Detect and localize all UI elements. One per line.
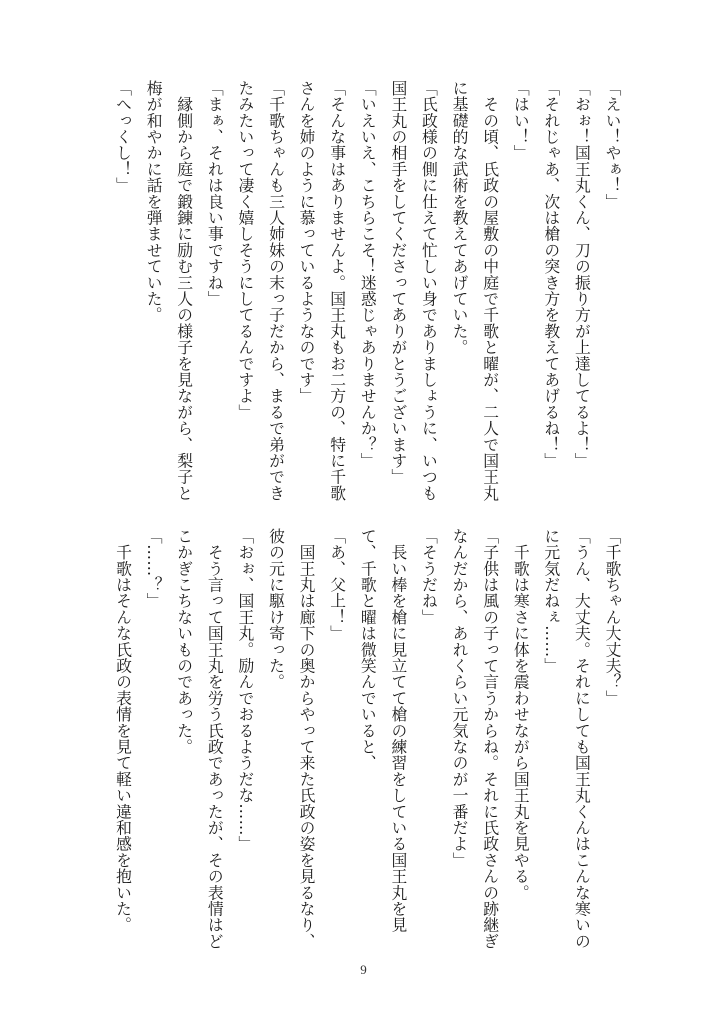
- text-line: たみたいって凄く嬉しそうにしてるんですよ」: [235, 80, 255, 421]
- text-line: 縁側から庭で鍛錬に励む三人の様子を見ながら、梨子と: [174, 80, 194, 502]
- text-line: その頃、氏政の屋敷の中庭で千歌と曜が、二人で国王丸: [480, 80, 500, 502]
- text-block-top: [107, 80, 627, 520]
- text-line: 「氏政様の側に仕えて忙しい身でありましょうに、いつも: [419, 80, 439, 502]
- text-line: 国王丸の相手をしてくださってありがとうございます」: [388, 80, 408, 485]
- text-line: 彼の元に駆け寄った。: [266, 528, 286, 690]
- text-line: 「いえいえ、こちらこそ！迷惑じゃありませんか？」: [358, 80, 378, 469]
- text-line: に元気だねぇ……」: [541, 528, 561, 674]
- text-line: 「……？」: [144, 528, 164, 609]
- text-line: 「あ、父上！」: [327, 528, 347, 642]
- text-line: 「そうだね」: [419, 528, 439, 626]
- text-line: 「子供は風の子って言うからね。それに氏政さんの跡継ぎ: [480, 528, 500, 950]
- text-line: 千歌は寒さに体を震わせながら国王丸を見やる。: [511, 528, 531, 901]
- text-line: 「おぉ、国王丸。励んでおるようだな……」: [235, 528, 255, 852]
- text-line: 長い棒を槍に見立てて槍の練習をしている国王丸を見: [388, 528, 408, 933]
- text-line: に基礎的な武術を教えてあげていた。: [450, 80, 470, 356]
- text-line: 千歌はそんな氏政の表情を見て軽い違和感を抱いた。: [113, 528, 133, 933]
- text-line: 「えい！やぁ！」: [603, 80, 622, 210]
- text-line: 「おぉ！国王丸くん、刀の振り方が上達してるよ！」: [572, 80, 592, 469]
- page-number: 9: [360, 962, 367, 977]
- text-line: こかぎこちないものであった。: [174, 528, 194, 755]
- text-line: さんを姉のように慕っているようなのです」: [297, 80, 317, 404]
- text-line: 国王丸は廊下の奥からやって来た氏政の姿を見るなり、: [297, 528, 317, 950]
- text-line: 梅が和やかに話を弾ませていた。: [144, 80, 164, 323]
- text-line: 「へっくし！」: [113, 80, 133, 194]
- text-line: そう言って国王丸を労う氏政であったが、その表情はど: [205, 528, 225, 950]
- text-line: 「そんな事はありませんよ。国王丸もお二方の、特に千歌: [327, 80, 347, 502]
- text-line: 「千歌ちゃんも三人姉妹の末っ子だから、まるで弟ができ: [266, 80, 286, 502]
- text-line: て、千歌と曜は微笑んでいると、: [358, 528, 378, 771]
- text-line: 「それじゃあ、次は槍の突き方を教えてあげるね！」: [541, 80, 561, 469]
- text-block-bottom: [107, 528, 627, 968]
- text-line: 「まぁ、それは良い事ですね」: [205, 80, 225, 307]
- text-line: 「千歌ちゃん大丈夫？」: [603, 528, 622, 707]
- text-line: なんだから、あれくらい元気なのが一番だよ」: [450, 528, 470, 869]
- text-line: 「はい！」: [511, 80, 531, 161]
- text-line: 「うん、大丈夫。それにしても国王丸くんはこんな寒いの: [572, 528, 592, 950]
